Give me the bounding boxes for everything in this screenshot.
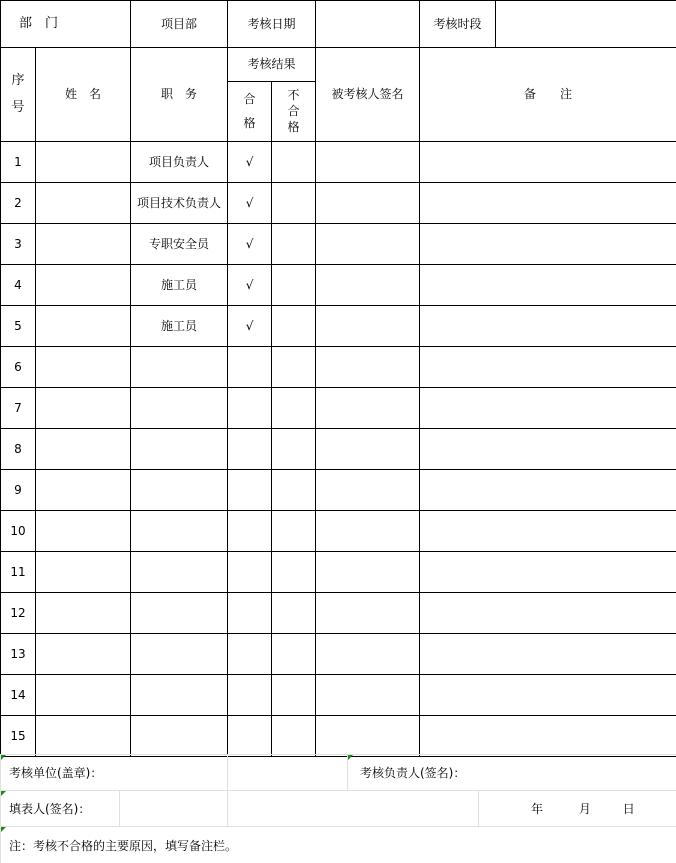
signature-cell[interactable]	[316, 469, 420, 510]
position-cell	[131, 633, 228, 674]
position-cell	[131, 551, 228, 592]
remarks-cell[interactable]	[420, 346, 676, 387]
name-cell[interactable]	[36, 387, 131, 428]
fail-cell[interactable]	[272, 305, 316, 346]
fail-cell[interactable]	[272, 223, 316, 264]
pass-cell[interactable]: √	[228, 264, 272, 305]
signature-cell[interactable]	[316, 387, 420, 428]
fail-cell[interactable]	[272, 551, 316, 592]
name-cell[interactable]	[36, 346, 131, 387]
pass-cell[interactable]: √	[228, 182, 272, 223]
pass-cell[interactable]	[228, 715, 272, 756]
name-cell[interactable]	[36, 674, 131, 715]
seq-cell: 10	[1, 510, 36, 551]
name-cell[interactable]	[36, 633, 131, 674]
seq-cell: 1	[1, 141, 36, 182]
seq-cell: 2	[1, 182, 36, 223]
remarks-cell[interactable]	[420, 387, 676, 428]
pass-cell[interactable]	[228, 674, 272, 715]
fail-cell[interactable]	[272, 633, 316, 674]
name-cell[interactable]	[36, 469, 131, 510]
result-header: 考核结果	[228, 48, 316, 82]
table-row	[1, 141, 676, 182]
position-cell	[131, 510, 228, 551]
seq-cell: 11	[1, 551, 36, 592]
position-cell	[131, 469, 228, 510]
table-row	[1, 305, 676, 346]
signature-cell[interactable]	[316, 223, 420, 264]
comment-marker-icon	[1, 791, 6, 796]
name-cell[interactable]	[36, 428, 131, 469]
filler-value[interactable]	[120, 791, 228, 827]
seq-cell: 8	[1, 428, 36, 469]
position-cell: 项目负责人	[131, 141, 228, 182]
seq-cell: 15	[1, 715, 36, 756]
name-cell[interactable]	[36, 182, 131, 223]
seq-cell: 6	[1, 346, 36, 387]
unit-label-cell	[1, 755, 228, 791]
signature-cell[interactable]	[316, 305, 420, 346]
year-label: 年	[531, 802, 544, 816]
comment-marker-icon	[348, 755, 353, 760]
position-cell	[131, 674, 228, 715]
seq-cell: 5	[1, 305, 36, 346]
pass-cell[interactable]	[228, 387, 272, 428]
table-row	[1, 510, 676, 551]
leader-label: 考核负责人(签名)：	[360, 766, 466, 780]
remarks-cell[interactable]	[420, 551, 676, 592]
fail-cell[interactable]	[272, 592, 316, 633]
pass-cell[interactable]: √	[228, 223, 272, 264]
fail-cell[interactable]	[272, 182, 316, 223]
fail-cell[interactable]	[272, 428, 316, 469]
signature-cell[interactable]	[316, 264, 420, 305]
signature-cell[interactable]	[316, 510, 420, 551]
data-rows	[1, 141, 676, 756]
position-cell	[131, 428, 228, 469]
footer-row-1	[1, 755, 676, 791]
fail-cell[interactable]	[272, 346, 316, 387]
pass-cell[interactable]: √	[228, 141, 272, 182]
remarks-cell[interactable]	[420, 141, 676, 182]
fail-cell[interactable]	[272, 387, 316, 428]
pass-cell[interactable]	[228, 633, 272, 674]
table-row	[1, 715, 676, 756]
position-cell	[131, 387, 228, 428]
seq-header: 序 号	[1, 48, 36, 142]
name-cell[interactable]	[36, 510, 131, 551]
position-cell: 施工员	[131, 264, 228, 305]
table-row	[1, 674, 676, 715]
remarks-cell[interactable]	[420, 715, 676, 756]
comment-marker-icon	[1, 755, 6, 760]
position-header: 职 务	[131, 48, 228, 142]
month-label: 月	[578, 802, 591, 816]
pass-cell[interactable]	[228, 469, 272, 510]
remarks-header: 备 注	[420, 48, 676, 142]
fail-cell[interactable]	[272, 715, 316, 756]
table-row	[1, 469, 676, 510]
comment-marker-icon	[1, 827, 6, 832]
pass-cell[interactable]: √	[228, 305, 272, 346]
name-cell[interactable]	[36, 551, 131, 592]
seq-cell: 7	[1, 387, 36, 428]
signature-cell[interactable]	[316, 182, 420, 223]
pass-cell[interactable]	[228, 428, 272, 469]
pass-header: 合 格	[228, 82, 272, 142]
period-value[interactable]	[496, 1, 676, 48]
filler-blank[interactable]	[228, 791, 479, 827]
remarks-cell[interactable]	[420, 633, 676, 674]
table-row	[1, 428, 676, 469]
note-text: 注：考核不合格的主要原因，填写备注栏。	[9, 838, 238, 853]
fail-cell[interactable]	[272, 141, 316, 182]
signature-cell[interactable]	[316, 633, 420, 674]
remarks-cell[interactable]	[420, 469, 676, 510]
date-value[interactable]	[316, 1, 420, 48]
footer-row-2	[1, 791, 676, 827]
name-header: 姓 名	[36, 48, 131, 142]
remarks-cell[interactable]	[420, 305, 676, 346]
name-cell[interactable]	[36, 592, 131, 633]
remarks-cell[interactable]	[420, 182, 676, 223]
table-row	[1, 592, 676, 633]
filler-label-cell	[1, 791, 120, 827]
signature-cell[interactable]	[316, 592, 420, 633]
position-cell	[131, 346, 228, 387]
position-cell: 专职安全员	[131, 223, 228, 264]
seq-cell: 3	[1, 223, 36, 264]
signature-cell[interactable]	[316, 715, 420, 756]
fail-cell[interactable]	[272, 264, 316, 305]
date-label: 考核日期	[228, 1, 316, 48]
seq-cell: 9	[1, 469, 36, 510]
seq-cell: 4	[1, 264, 36, 305]
remarks-cell[interactable]	[420, 510, 676, 551]
signature-header: 被考核人签名	[316, 48, 420, 142]
remarks-cell[interactable]	[420, 592, 676, 633]
date-cell	[479, 791, 676, 827]
position-cell	[131, 592, 228, 633]
dept-label: 部 门	[1, 1, 131, 48]
dept-value[interactable]: 项目部	[131, 1, 228, 48]
position-cell	[131, 715, 228, 756]
table-row	[1, 182, 676, 223]
name-cell[interactable]	[36, 305, 131, 346]
period-label: 考核时段	[420, 1, 496, 48]
table-row	[1, 551, 676, 592]
name-cell[interactable]	[36, 141, 131, 182]
remarks-cell[interactable]	[420, 674, 676, 715]
note-cell	[1, 827, 676, 863]
fail-cell[interactable]	[272, 674, 316, 715]
signature-cell[interactable]	[316, 428, 420, 469]
signature-cell[interactable]	[316, 346, 420, 387]
pass-cell[interactable]	[228, 510, 272, 551]
remarks-cell[interactable]	[420, 223, 676, 264]
remarks-cell[interactable]	[420, 428, 676, 469]
pass-cell[interactable]	[228, 592, 272, 633]
signature-cell[interactable]	[316, 674, 420, 715]
column-header-row-1	[1, 48, 676, 82]
fail-cell[interactable]	[272, 510, 316, 551]
name-cell[interactable]	[36, 223, 131, 264]
footer-table	[0, 754, 676, 863]
remarks-cell[interactable]	[420, 264, 676, 305]
seq-cell: 12	[1, 592, 36, 633]
pass-cell[interactable]	[228, 551, 272, 592]
table-row	[1, 264, 676, 305]
pass-cell[interactable]	[228, 346, 272, 387]
filler-label: 填表人(签名)：	[9, 802, 91, 816]
name-cell[interactable]	[36, 715, 131, 756]
header-row	[1, 1, 676, 48]
unit-label: 考核单位(盖章)：	[9, 766, 103, 780]
day-label: 日	[622, 802, 635, 816]
table-row	[1, 387, 676, 428]
fail-cell[interactable]	[272, 469, 316, 510]
signature-cell[interactable]	[316, 551, 420, 592]
name-cell[interactable]	[36, 264, 131, 305]
table-row	[1, 633, 676, 674]
position-cell: 项目技术负责人	[131, 182, 228, 223]
seq-cell: 14	[1, 674, 36, 715]
unit-value[interactable]	[228, 755, 348, 791]
seq-cell: 13	[1, 633, 36, 674]
footer-row-3	[1, 827, 676, 863]
position-cell: 施工员	[131, 305, 228, 346]
leader-label-cell	[348, 755, 676, 791]
fail-header: 不 合 格	[272, 82, 316, 142]
signature-cell[interactable]	[316, 141, 420, 182]
table-row	[1, 346, 676, 387]
table-row	[1, 223, 676, 264]
